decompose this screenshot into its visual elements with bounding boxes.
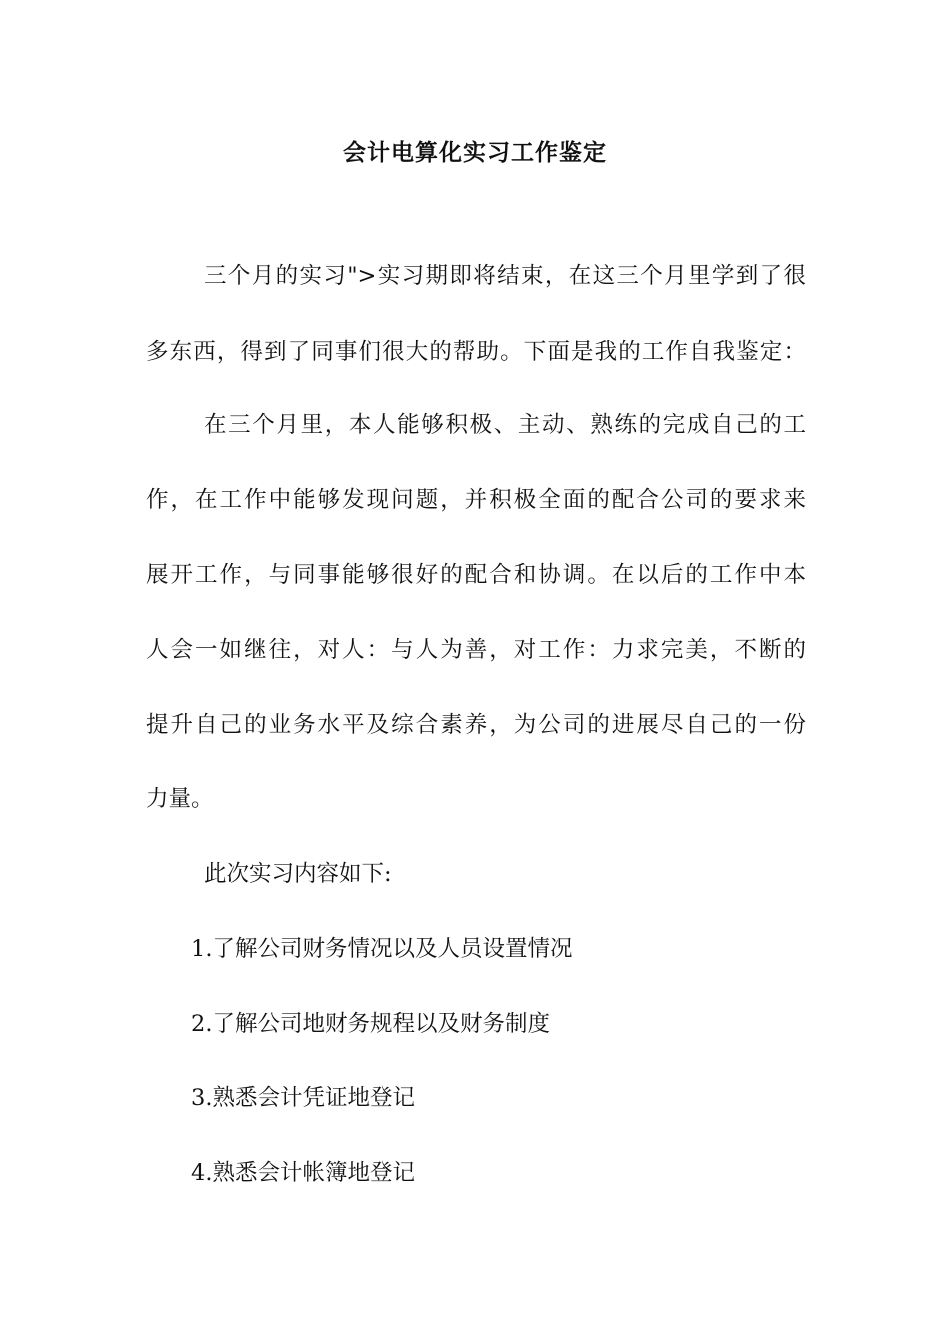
list-item: 3.熟悉会计凭证地登记 xyxy=(191,1085,415,1111)
paragraph-line: 多东西，得到了同事们很大的帮助。下面是我的工作自我鉴定： xyxy=(146,339,806,365)
list-item: 4.熟悉会计帐簿地登记 xyxy=(191,1160,415,1186)
list-item: 2.了解公司地财务规程以及财务制度 xyxy=(191,1011,550,1037)
paragraph-line: 作，在工作中能够发现问题，并积极全面的配合公司的要求来 xyxy=(146,487,806,513)
list-item: 1.了解公司财务情况以及人员设置情况 xyxy=(191,936,573,962)
paragraph-line: 人会一如继往，对人：与人为善，对工作：力求完美，不断的 xyxy=(146,637,806,663)
paragraph-line: 展开工作，与同事能够很好的配合和协调。在以后的工作中本 xyxy=(146,562,806,588)
paragraph-line: 三个月的实习">实习期即将结束，在这三个月里学到了很 xyxy=(204,263,806,289)
paragraph-line: 在三个月里，本人能够积极、主动、熟练的完成自己的工 xyxy=(204,412,806,438)
document-title: 会计电算化实习工作鉴定 xyxy=(343,140,607,166)
paragraph-line: 提升自己的业务水平及综合素养，为公司的进展尽自己的一份 xyxy=(146,712,806,738)
list-intro: 此次实习内容如下: xyxy=(204,861,392,887)
paragraph-line: 力量。 xyxy=(146,786,214,812)
